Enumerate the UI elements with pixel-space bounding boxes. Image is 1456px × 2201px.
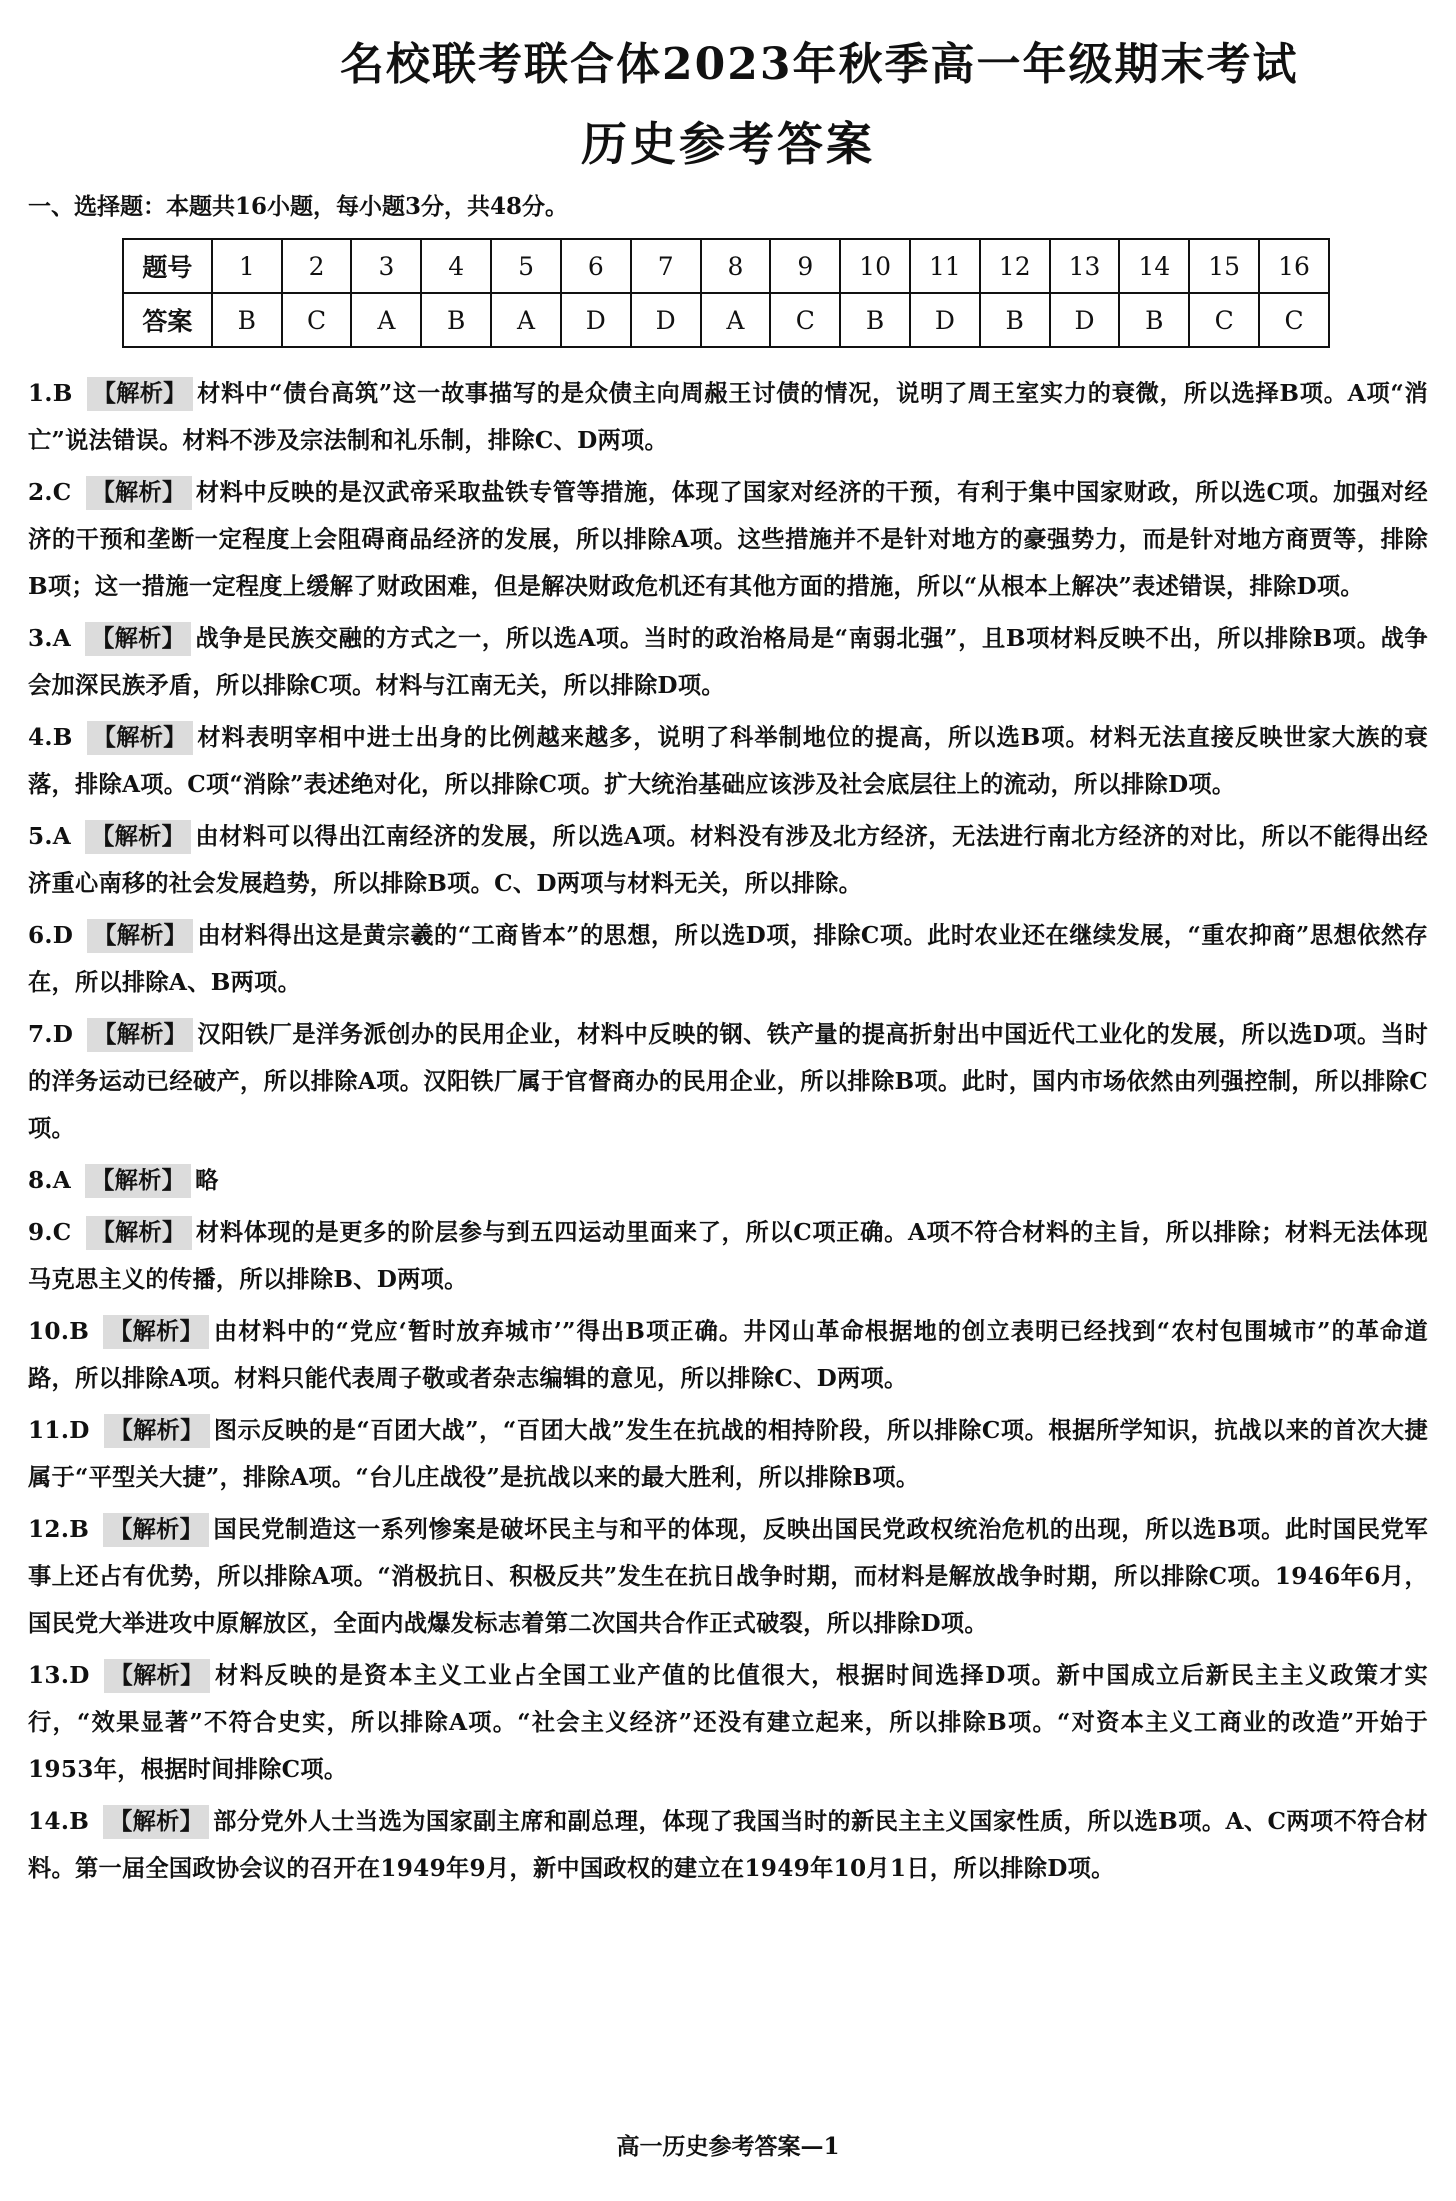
explanation-item [28,1798,1428,1892]
answer-cell: C [770,293,840,347]
analysis-tag: 【解析】 [86,476,192,510]
question-number-cell: 1 [212,239,282,293]
explanation-text: 材料体现的是更多的阶层参与到五四运动里面来了，所以C项正确。A项不符合材料的主旨，所以排除；材料无法体现马克思主义的传播，所以排除B、D两项。 [28,1219,1428,1293]
explanation-text: 部分党外人士当选为国家副主席和副总理，体现了我国当时的新民主主义国家性质，所以选B项。A、C两项不符合材料。第一届全国政协会议的召开在1949年9月，新中国政权的建立在1949年10月1日，所以排除D项。 [28,1808,1428,1882]
answer-cell: D [910,293,980,347]
question-number-cell: 16 [1259,239,1329,293]
question-number-row [123,239,1329,293]
question-number-cell: 5 [491,239,561,293]
question-number-cell: 8 [701,239,771,293]
explanation-list [28,370,1428,1897]
item-number: 14.B [28,1808,90,1835]
question-number-cell: 2 [282,239,352,293]
item-number: 13.D [28,1662,90,1689]
analysis-tag: 【解析】 [86,1216,192,1250]
analysis-tag: 【解析】 [87,919,193,953]
question-number-cell: 15 [1189,239,1259,293]
item-number: 1.B [28,380,73,407]
answer-row [123,293,1329,347]
explanation-item [28,1308,1428,1402]
explanation-text: 材料反映的是资本主义工业占全国工业产值的比值很大，根据时间选择D项。新中国成立后新民主主义政策才实行，“效果显著”不符合史实，所以排除A项。“社会主义经济”还没有建立起来，所以排除B项。“对资本主义工商业的改造”开始于1953年，根据时间排除C项。 [28,1662,1428,1783]
analysis-tag: 【解析】 [104,1659,210,1693]
question-number-cell: 7 [631,239,701,293]
answer-cell: A [491,293,561,347]
explanation-text: 材料中“债台高筑”这一故事描写的是众债主向周赧王讨债的情况，说明了周王室实力的衰微，所以选择B项。A项“消亡”说法错误。材料不涉及宗法制和礼乐制，排除C、D两项。 [28,380,1428,454]
explanation-item [28,615,1428,709]
answer-cell: C [1259,293,1329,347]
explanation-text: 战争是民族交融的方式之一，所以选A项。当时的政治格局是“南弱北强”，且B项材料反映不出，所以排除B项。战争会加深民族矛盾，所以排除C项。材料与江南无关，所以排除D项。 [28,625,1428,699]
item-number: 3.A [28,625,72,652]
answer-cell: B [1119,293,1189,347]
analysis-tag: 【解析】 [104,1414,210,1448]
answer-cell: D [631,293,701,347]
answer-cell: B [980,293,1050,347]
explanation-item [28,1209,1428,1303]
item-number: 5.A [28,823,72,850]
explanation-item [28,1407,1428,1501]
analysis-tag: 【解析】 [103,1805,209,1839]
analysis-tag: 【解析】 [85,1164,191,1198]
explanation-text: 由材料得出这是黄宗羲的“工商皆本”的思想，所以选D项，排除C项。此时农业还在继续发展，“重农抑商”思想依然存在，所以排除A、B两项。 [28,922,1428,996]
analysis-tag: 【解析】 [85,820,191,854]
item-number: 9.C [28,1219,72,1246]
explanation-item [28,1157,1428,1204]
document-subtitle: 历史参考答案 [581,117,875,171]
explanation-item [28,912,1428,1006]
explanation-item [28,469,1428,610]
answer-cell: B [840,293,910,347]
answer-cell: A [351,293,421,347]
question-number-cell: 4 [421,239,491,293]
answer-cell: D [561,293,631,347]
answer-cell: A [701,293,771,347]
explanation-text: 汉阳铁厂是洋务派创办的民用企业，材料中反映的钢、铁产量的提高折射出中国近代工业化的发展，所以选D项。当时的洋务运动已经破产，所以排除A项。汉阳铁厂属于官督商办的民用企业，所以排除B项。此时，国内市场依然由列强控制，所以排除C项。 [28,1021,1428,1142]
answer-key-table [122,238,1330,348]
page-footer: 高一历史参考答案—1 [616,2133,840,2160]
item-number: 4.B [28,724,73,751]
explanation-item [28,1506,1428,1647]
explanation-item [28,1652,1428,1793]
explanation-item [28,714,1428,808]
explanation-text: 材料中反映的是汉武帝采取盐铁专管等措施，体现了国家对经济的干预，有利于集中国家财政，所以选C项。加强对经济的干预和垄断一定程度上会阻碍商品经济的发展，所以排除A项。这些措施并不是针对地方的豪强势力，而是针对地方商贾等，排除B项；这一措施一定程度上缓解了财政困难，但是解决财政危机还有其他方面的措施，所以“从根本上解决”表述错误，排除D项。 [28,479,1428,600]
explanation-text: 由材料中的“党应‘暂时放弃城市’”得出B项正确。井冈山革命根据地的创立表明已经找到“农村包围城市”的革命道路，所以排除A项。材料只能代表周子敬或者杂志编辑的意见，所以排除C、D两项。 [28,1318,1428,1392]
explanation-item [28,813,1428,907]
analysis-tag: 【解析】 [87,377,193,411]
question-number-cell: 11 [910,239,980,293]
analysis-tag: 【解析】 [87,721,193,755]
item-number: 7.D [28,1021,74,1048]
item-number: 11.D [28,1417,90,1444]
question-number-cell: 12 [980,239,1050,293]
exam-title: 名校联考联合体2023年秋季高一年级期末考试 [340,39,1299,90]
question-number-cell: 10 [840,239,910,293]
item-number: 12.B [28,1516,90,1543]
answer-cell: D [1050,293,1120,347]
answer-cell: C [1189,293,1259,347]
row-label-number: 题号 [123,239,212,293]
item-number: 6.D [28,922,74,949]
explanation-text: 图示反映的是“百团大战”，“百团大战”发生在抗战的相持阶段，所以排除C项。根据所学知识，抗战以来的首次大捷属于“平型关大捷”，排除A项。“台儿庄战役”是抗战以来的最大胜利，所以排除B项。 [28,1417,1428,1491]
question-number-cell: 13 [1050,239,1120,293]
question-number-cell: 14 [1119,239,1189,293]
explanation-item [28,370,1428,464]
question-number-cell: 6 [561,239,631,293]
analysis-tag: 【解析】 [103,1315,209,1349]
section-heading: 一、选择题：本题共16小题，每小题3分，共48分。 [28,193,569,220]
question-number-cell: 9 [770,239,840,293]
row-label-answer: 答案 [123,293,212,347]
question-number-cell: 3 [351,239,421,293]
explanation-text: 国民党制造这一系列惨案是破坏民主与和平的体现，反映出国民党政权统治危机的出现，所以选B项。此时国民党军事上还占有优势，所以排除A项。“消极抗日、积极反共”发生在抗日战争时期，而材料是解放战争时期，所以排除C项。1946年6月，国民党大举进攻中原解放区，全面内战爆发标志着第二次国共合作正式破裂，所以排除D项。 [28,1516,1428,1637]
analysis-tag: 【解析】 [103,1513,209,1547]
explanation-text: 材料表明宰相中进士出身的比例越来越多，说明了科举制地位的提高，所以选B项。材料无法直接反映世家大族的衰落，排除A项。C项“消除”表述绝对化，所以排除C项。扩大统治基础应该涉及社会底层往上的流动，所以排除D项。 [28,724,1428,798]
explanation-text: 由材料可以得出江南经济的发展，所以选A项。材料没有涉及北方经济，无法进行南北方经济的对比，所以不能得出经济重心南移的社会发展趋势，所以排除B项。C、D两项与材料无关，所以排除。 [28,823,1428,897]
answer-cell: C [282,293,352,347]
analysis-tag: 【解析】 [85,622,191,656]
item-number: 8.A [28,1167,72,1194]
item-number: 10.B [28,1318,90,1345]
explanation-item [28,1011,1428,1152]
answer-cell: B [421,293,491,347]
analysis-tag: 【解析】 [87,1018,193,1052]
item-number: 2.C [28,479,72,506]
answer-cell: B [212,293,282,347]
explanation-text: 略 [195,1167,219,1194]
